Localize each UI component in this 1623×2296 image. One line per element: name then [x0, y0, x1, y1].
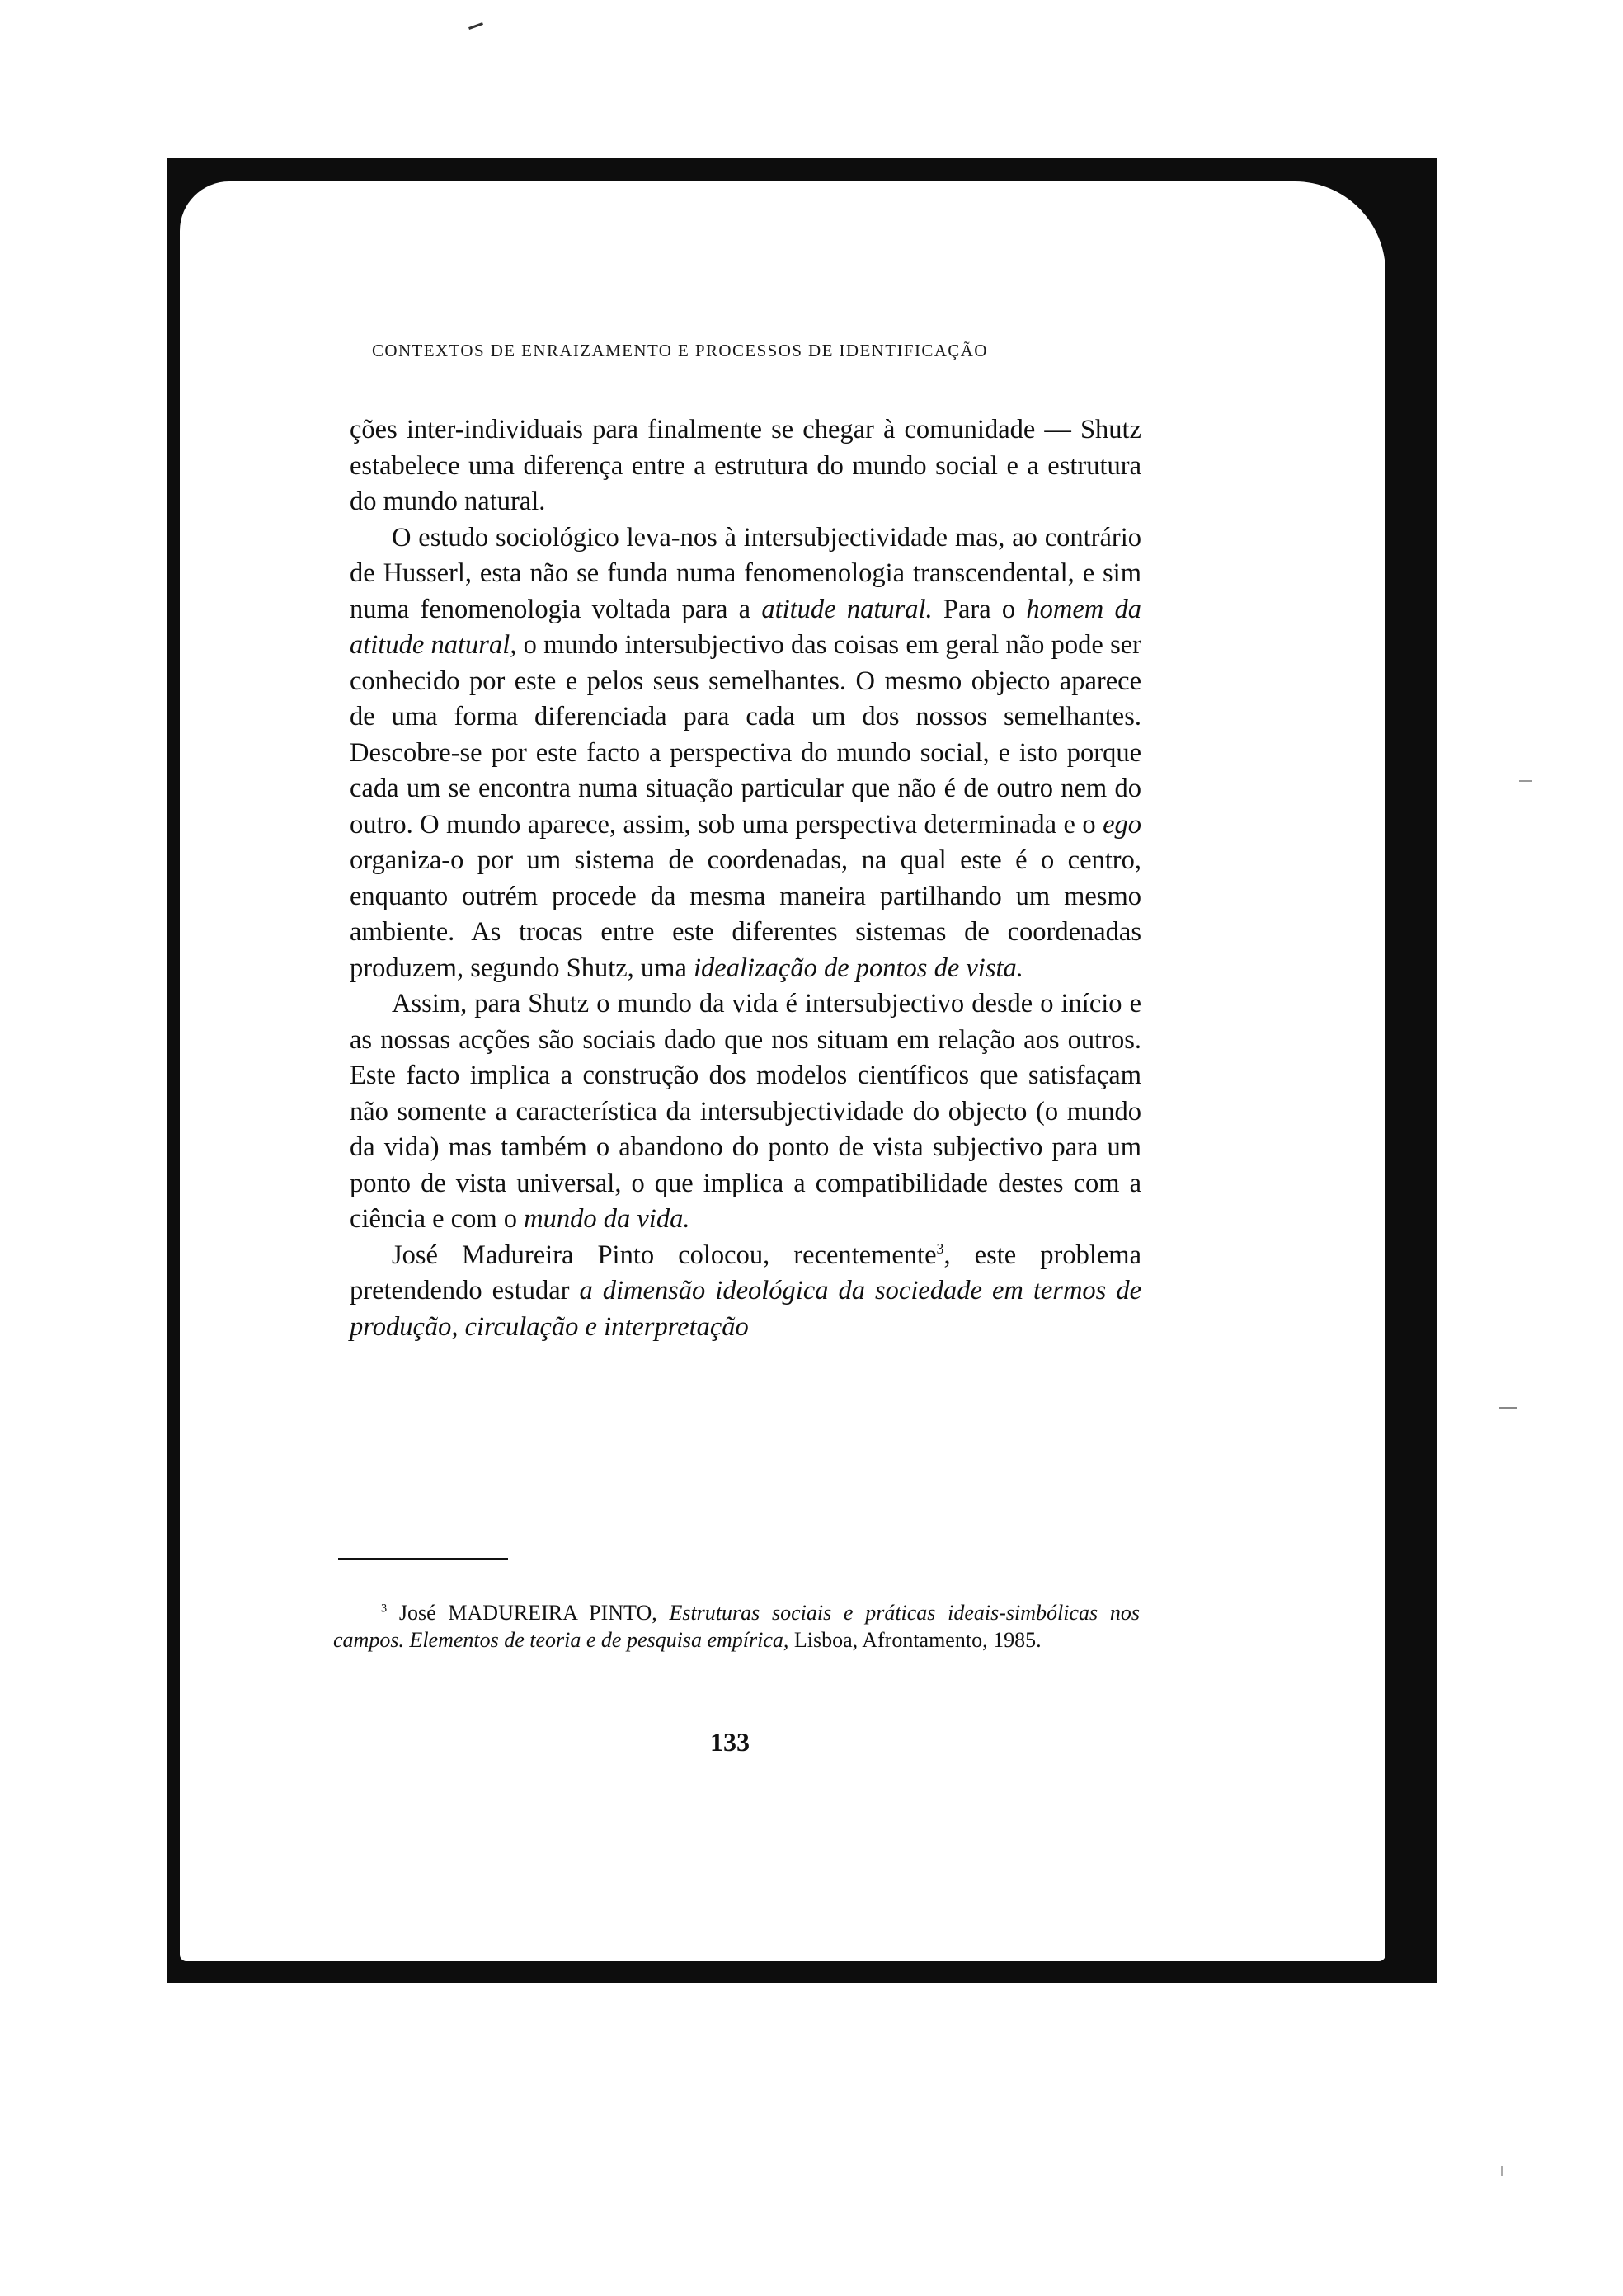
italic-run: Estruturas sociais e práticas ideais-simbólicas nos campos. Elementos de teoria e de pesquisa empírica,: [333, 1601, 1140, 1652]
footnote: [333, 1599, 1140, 1654]
paragraph: [350, 1238, 1141, 1346]
text-run: Lisboa, Afrontamento, 1985.: [788, 1628, 1042, 1652]
text-run: Assim, para Shutz o mundo da vida é intersubjectivo desde o início e as nossas acções são sociais dado que nos situam em relação aos outros. Este facto implica a construção dos modelos científicos que satisfaçam não somente a característica da intersubjectividade do objecto (o mundo da vida) mas também o abandono do ponto de vista subjectivo para um ponto de vista universal, o que implica a compatibilidade destes com a ciência e com o: [350, 989, 1141, 1234]
text-run: o mundo intersubjectivo das coisas em geral não pode ser conhecido por este e pelos seus semelhantes. O mesmo objecto aparece de uma forma diferenciada para cada um dos nossos semelhantes. Descobre-se por este facto a perspectiva do mundo social, e isto porque cada um se encontra numa situação particular que não é de outro nem do outro. O mundo aparece, assim, sob uma perspectiva determinada e o: [350, 630, 1141, 840]
body-text: [350, 412, 1141, 1345]
text-run: , este problema pretendendo estudar: [350, 1240, 1142, 1306]
scan-speck: [1499, 1407, 1517, 1409]
text-run: organiza-o por um sistema de coordenadas, na qual este é o centro, enquanto outrém procede da mesma maneira partilhando um mesmo ambiente. As trocas entre este diferentes sistemas de coordenadas produzem, segundo Shutz, uma: [350, 845, 1141, 983]
paragraph: [350, 986, 1141, 1238]
text-run: O estudo sociológico leva-nos à intersubjectividade mas, ao contrário de Husserl, esta não se funda numa fenomenologia transcendental, e sim numa fenomenologia voltada para a: [350, 522, 1141, 624]
italic-run: mundo da vida.: [524, 1204, 690, 1234]
italic-run: idealização de pontos de vista.: [694, 953, 1023, 983]
italic-run: ego: [1103, 809, 1141, 840]
running-head: CONTEXTOS DE ENRAIZAMENTO E PROCESSOS DE IDENTIFICAÇÃO: [372, 341, 988, 360]
scan-speck: [1519, 780, 1532, 782]
italic-run: homem da atitude natural,: [350, 594, 1141, 660]
italic-run: a dimensão ideológica da sociedade em termos de produção, circulação e interpretação: [350, 1276, 1141, 1342]
scan-speck: [1501, 2166, 1503, 2176]
footnote-rule: [338, 1558, 508, 1560]
text-run: Para o: [932, 594, 1027, 624]
footnote-number: 3: [381, 1602, 388, 1616]
scan-speck: [468, 22, 483, 30]
text-run: ções inter-individuais para finalmente se chegar à comunidade — Shutz estabelece uma diferença entre a estrutura do mundo social e a estrutura do mundo natural.: [350, 415, 1141, 516]
paragraph: [350, 520, 1141, 987]
footnote-marker: 3: [936, 1240, 944, 1257]
italic-run: atitude natural.: [761, 594, 933, 624]
text-run: José Madureira Pinto colocou, recentemente: [392, 1240, 937, 1270]
page-number: 133: [710, 1727, 750, 1757]
paragraph: [350, 412, 1141, 520]
text-run: José MADUREIRA PINTO,: [398, 1601, 670, 1625]
